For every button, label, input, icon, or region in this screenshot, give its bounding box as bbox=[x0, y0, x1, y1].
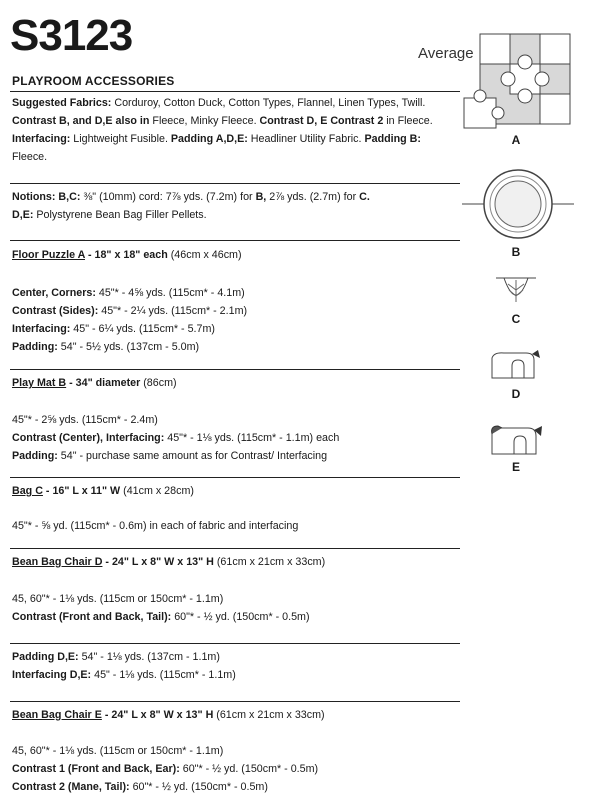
play-mat-heading bbox=[12, 374, 433, 392]
row-text: 45"* - 4⅝ yds. (115cm* - 4.1m) bbox=[95, 287, 245, 299]
bean-e-heading bbox=[12, 706, 433, 724]
interfacing-label: Interfacing: bbox=[12, 133, 71, 145]
pattern-number: S3123 bbox=[10, 11, 133, 60]
bean-d-size: - 24" L x 8" W x 13" H bbox=[102, 556, 214, 568]
bean-d-row bbox=[12, 648, 433, 666]
padding-label: Padding A,D,E: bbox=[170, 133, 248, 145]
play-mat-metric: (86cm) bbox=[140, 377, 177, 389]
row-label: Padding: bbox=[12, 341, 58, 353]
row-text: 45" - 6¼ yds. (115cm* - 5.7m) bbox=[70, 323, 215, 335]
notions-c: C. bbox=[359, 191, 370, 203]
row-label: Padding: bbox=[12, 450, 58, 462]
contrast2-text: in Fleece. bbox=[383, 115, 433, 127]
row-text: 45" - 1⅛ yds. (115cm* - 1.1m) bbox=[91, 669, 236, 681]
row-text: 60"* - ½ yd. (150cm* - 0.5m) bbox=[179, 763, 319, 775]
suggested-fabrics bbox=[12, 94, 454, 166]
divider bbox=[10, 477, 460, 478]
row-text: 54" - 1⅛ yds. (137cm - 1.1m) bbox=[78, 651, 220, 663]
category-title: PLAYROOM ACCESSORIES bbox=[12, 74, 175, 88]
contrast-text: Fleece, Minky Fleece. bbox=[149, 115, 260, 127]
padding-text: Headliner Utility Fabric. bbox=[247, 133, 365, 145]
floor-puzzle-title: Floor Puzzle A bbox=[12, 249, 85, 261]
floor-puzzle-row bbox=[12, 338, 433, 356]
skill-level-label: Average bbox=[418, 45, 474, 62]
figure-d-label: D bbox=[511, 387, 521, 401]
bean-d-title: Bean Bag Chair D bbox=[12, 556, 103, 568]
puzzle-icon bbox=[462, 32, 574, 132]
bag-icon bbox=[494, 272, 538, 312]
divider bbox=[10, 548, 460, 549]
row-text: 60"* - ½ yd. (150cm* - 0.5m) bbox=[129, 781, 268, 793]
bean-d-line: 45, 60"* - 1⅛ yds. (115cm or 150cm* - 1.1m) bbox=[12, 593, 224, 605]
floor-puzzle-row bbox=[12, 302, 433, 320]
divider bbox=[10, 643, 460, 644]
play-mat-size: - 34" diameter bbox=[66, 377, 141, 389]
interfacing-text: Lightweight Fusible. bbox=[70, 133, 171, 145]
suggested-fabrics-label: Suggested Fabrics: bbox=[12, 97, 112, 109]
notions bbox=[12, 188, 433, 224]
row-label: Padding D,E: bbox=[12, 651, 79, 663]
play-mat-row bbox=[12, 429, 433, 447]
bag-line: 45"* - ⅝ yd. (115cm* - 0.6m) in each of fabric and interfacing bbox=[12, 520, 299, 532]
row-label: Contrast 1 (Front and Back, Ear): bbox=[12, 763, 180, 775]
row-label: Center, Corners: bbox=[12, 287, 96, 299]
row-label: Interfacing D,E: bbox=[12, 669, 92, 681]
divider bbox=[10, 701, 460, 702]
bag-metric: (41cm x 28cm) bbox=[120, 485, 194, 497]
row-label: Contrast (Front and Back, Tail): bbox=[12, 611, 172, 623]
row-text: 54" - purchase same amount as for Contrast/ Interfacing bbox=[57, 450, 328, 462]
row-label: Contrast 2 (Mane, Tail): bbox=[12, 781, 130, 793]
bean-e-row bbox=[12, 778, 433, 796]
play-mat-line: 45"* - 2⅝ yds. (115cm* - 2.4m) bbox=[12, 414, 158, 426]
bag-title: Bag C bbox=[12, 485, 43, 497]
floor-puzzle-heading bbox=[12, 246, 433, 264]
row-text: 45"* - 1⅛ yds. (115cm* - 1.1m) each bbox=[164, 432, 340, 444]
notions-de-label: D,E: bbox=[12, 209, 34, 221]
notions-label: Notions: B,C: bbox=[12, 191, 81, 203]
row-text: 60"* - ½ yd. (150cm* - 0.5m) bbox=[171, 611, 310, 623]
row-label: Contrast (Sides): bbox=[12, 305, 99, 317]
bean-bag-chair-d-icon bbox=[486, 348, 544, 384]
floor-puzzle-row bbox=[12, 320, 433, 338]
notions-text: ⅜" (10mm) cord: 7⅞ yds. (7.2m) for bbox=[80, 191, 256, 203]
padding-b-text: Fleece. bbox=[12, 151, 48, 163]
floor-puzzle-metric: (46cm x 46cm) bbox=[167, 249, 242, 261]
contrast2-label: Contrast D, E Contrast 2 bbox=[259, 115, 384, 127]
bean-d-heading bbox=[12, 553, 433, 571]
divider bbox=[10, 240, 460, 241]
notions-b: B, bbox=[255, 191, 267, 203]
bean-d-row bbox=[12, 608, 433, 626]
bean-bag-chair-e-icon bbox=[486, 422, 546, 458]
floor-puzzle-row bbox=[12, 284, 433, 302]
play-mat-title: Play Mat B bbox=[12, 377, 67, 389]
row-label: Contrast (Center), Interfacing: bbox=[12, 432, 165, 444]
play-mat-icon bbox=[462, 168, 574, 240]
bag-size: - 16" L x 11" W bbox=[42, 485, 121, 497]
padding-b-label: Padding B: bbox=[364, 133, 421, 145]
divider bbox=[10, 91, 460, 92]
bean-e-row bbox=[12, 760, 433, 778]
bag-heading bbox=[12, 482, 433, 500]
figure-b-label: B bbox=[511, 245, 521, 259]
figure-e-label: E bbox=[511, 460, 520, 474]
play-mat-row bbox=[12, 447, 433, 465]
row-text: 45"* - 2¼ yds. (115cm* - 2.1m) bbox=[98, 305, 248, 317]
bean-e-metric: (61cm x 21cm x 33cm) bbox=[213, 709, 325, 721]
row-text: 54" - 5½ yds. (137cm - 5.0m) bbox=[57, 341, 200, 353]
bean-e-title: Bean Bag Chair E bbox=[12, 709, 102, 721]
divider bbox=[10, 183, 460, 184]
bean-d-row bbox=[12, 666, 433, 684]
figure-a-label: A bbox=[511, 133, 521, 147]
notions-de-text: Polystyrene Bean Bag Filler Pellets. bbox=[33, 209, 207, 221]
floor-puzzle-size: - 18" x 18" each bbox=[84, 249, 168, 261]
row-label: Interfacing: bbox=[12, 323, 71, 335]
bean-d-metric: (61cm x 21cm x 33cm) bbox=[213, 556, 326, 568]
bean-e-size: - 24" L x 8" W x 13" H bbox=[101, 709, 214, 721]
divider bbox=[10, 369, 460, 370]
bean-e-line: 45, 60"* - 1⅛ yds. (115cm or 150cm* - 1.1m) bbox=[12, 745, 224, 757]
contrast-label: Contrast B, and D,E also in bbox=[12, 115, 150, 127]
notions-text2: 2⅞ yds. (2.7m) for bbox=[266, 191, 360, 203]
figure-c-label: C bbox=[511, 312, 521, 326]
suggested-fabrics-text: Corduroy, Cotton Duck, Cotton Types, Flannel, Linen Types, Twill. bbox=[111, 97, 426, 109]
